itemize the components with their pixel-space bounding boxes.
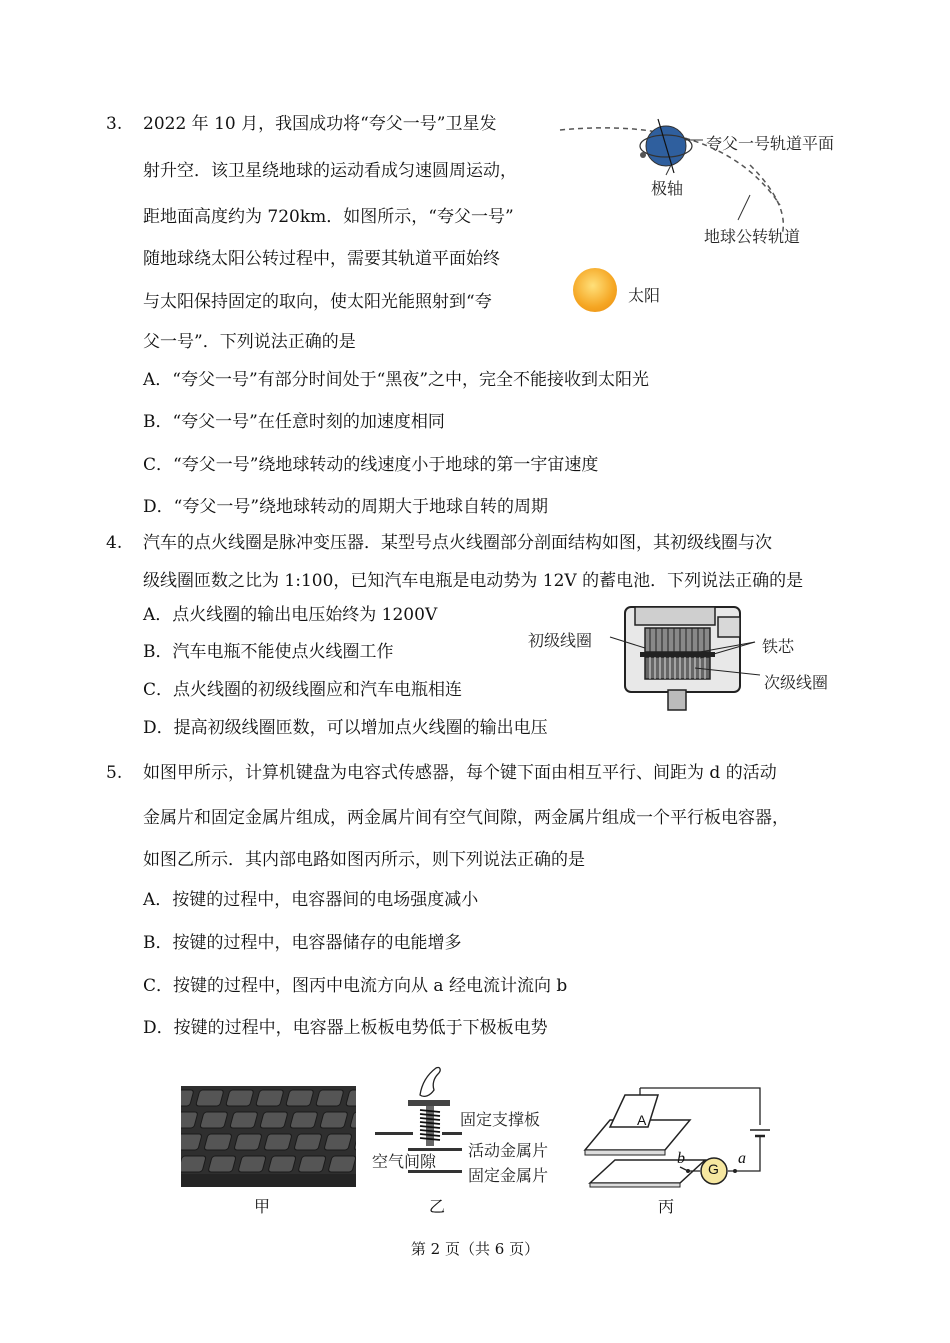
q3-line-5: 与太阳保持固定的取向，使太阳光能照射到“夸 [143, 292, 492, 312]
q5-option-c: C．按键的过程中，图丙中电流方向从 a 经电流计流向 b [143, 976, 568, 996]
label-fixed-support: 固定支撑板 [460, 1110, 541, 1129]
page-footer: 第 2 页（共 6 页） [410, 1240, 540, 1258]
q5-line-2: 金属片和固定金属片组成，两金属片间有空气间隙，两金属片组成一个平行板电容器， [143, 808, 789, 828]
q3-line-3: 距地面高度约为 720km．如图所示，“夸父一号” [143, 207, 514, 227]
label-earth-orbit: 地球公转轨道 [704, 227, 801, 246]
q5-line-3: 如图乙所示．其内部电路如图丙所示，则下列说法正确的是 [143, 850, 585, 870]
label-node-b: b [677, 1150, 685, 1167]
q4-option-d: D．提高初级线圈匝数，可以增加点火线圈的输出电压 [143, 718, 548, 738]
q4-option-a: A．点火线圈的输出电压始终为 1200V [143, 605, 438, 625]
q5-option-d: D．按键的过程中，电容器上板板电势低于下极板电势 [143, 1018, 548, 1038]
fixed-support-plate-right [442, 1132, 462, 1135]
label-orbit-plane: 夸父一号轨道平面 [706, 134, 835, 153]
label-sun: 太阳 [628, 286, 661, 305]
lower-plate-edge [590, 1183, 680, 1187]
node-a-dot [733, 1169, 737, 1173]
caption-yi: 乙 [429, 1197, 446, 1216]
label-key-a: A [637, 1112, 647, 1128]
sun-icon [573, 268, 617, 312]
q4-line-2: 级线圈匝数之比为 1:100，已知汽车电瓶是电动势为 12V 的蓄电池．下列说法正确的是 [143, 571, 804, 591]
key-top [408, 1100, 450, 1106]
label-pole-axis: 极轴 [651, 179, 684, 198]
q4-leader-lines [600, 620, 770, 690]
keyboard-photo [181, 1086, 356, 1187]
q5-option-b: B．按键的过程中，电容器储存的电能增多 [143, 933, 462, 953]
label-galvanometer: G [708, 1161, 719, 1177]
q4-option-b: B．汽车电瓶不能使点火线圈工作 [143, 642, 394, 662]
q4-line-1: 汽车的点火线圈是脉冲变压器．某型号点火线圈部分剖面结构如图，其初级线圈与次 [143, 533, 772, 553]
question-5-number: 5. [106, 763, 123, 783]
q3-line-2: 射升空．该卫星绕地球的运动看成匀速圆周运动， [143, 161, 517, 181]
capacitor-circuit-diagram [570, 1075, 785, 1190]
q3-option-d: D．“夸父一号”绕地球转动的周期大于地球自转的周期 [143, 497, 549, 517]
q3-option-b: B．“夸父一号”在任意时刻的加速度相同 [143, 412, 445, 432]
q4-option-c: C．点火线圈的初级线圈应和汽车电瓶相连 [143, 680, 463, 700]
label-active-plate: 活动金属片 [468, 1141, 549, 1160]
question-4-number: 4. [106, 533, 123, 553]
q3-line-4: 随地球绕太阳公转过程中，需要其轨道平面始终 [143, 249, 500, 269]
question-3-number: 3. [106, 114, 123, 134]
fixed-support-plate [375, 1132, 413, 1135]
caption-jia: 甲 [254, 1197, 271, 1216]
caption-bing: 丙 [658, 1197, 675, 1216]
q5-option-a: A．按键的过程中，电容器间的电场强度减小 [143, 890, 479, 910]
label-air-gap: 空气间隙 [372, 1152, 437, 1171]
q3-line-1: 2022 年 10 月，我国成功将“夸父一号”卫星发 [143, 114, 497, 134]
q3-option-c: C．“夸父一号”绕地球转动的线速度小于地球的第一宇宙速度 [143, 455, 599, 475]
q3-option-a: A．“夸父一号”有部分时间处于“黑夜”之中，完全不能接收到太阳光 [143, 370, 650, 390]
label-fixed-plate: 固定金属片 [468, 1166, 549, 1185]
q3-line-6: 父一号”．下列说法正确的是 [143, 332, 356, 352]
label-iron-core: 铁芯 [762, 637, 795, 656]
coil-terminal [668, 690, 686, 710]
satellite-icon [640, 152, 646, 158]
label-primary-coil: 初级线圈 [528, 631, 593, 650]
pole-axis-leader [666, 165, 671, 175]
node-b-dot [686, 1169, 690, 1173]
finger-icon [420, 1067, 440, 1096]
q5-line-1: 如图甲所示，计算机键盘为电容式传感器，每个键下面由相互平行、间距为 d 的活动 [143, 763, 777, 783]
earth-orbit-leader [738, 195, 750, 220]
upper-plate-edge [585, 1150, 665, 1155]
label-secondary-coil: 次级线圈 [764, 673, 829, 692]
label-node-a: a [738, 1150, 746, 1167]
